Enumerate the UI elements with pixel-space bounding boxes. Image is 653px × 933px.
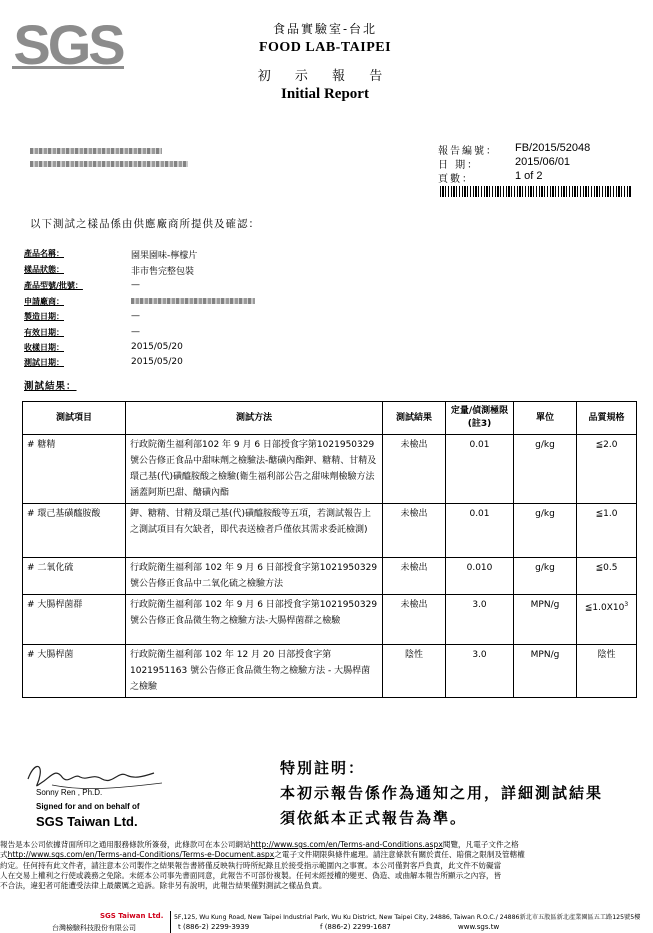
row-spec [577, 595, 637, 645]
special-note-line2: 須依紙本正式報告為準。 [280, 809, 468, 827]
terms-text: 約定。任何持有此文件者，請注意本公司製作之結果報告書將僅反映執行時所紀錄且於接受指示範圍內之事實。本公司僅對客戶負責，此文件不妨礙當 [0, 860, 502, 870]
row-item: # 環己基磺醯胺酸 [23, 504, 126, 558]
signer-name: Sonny Ren , Ph.D. [36, 788, 103, 797]
sample-info [24, 248, 624, 373]
applicant-label: 申請廠商： [24, 296, 64, 306]
spec-exponent: 3 [624, 601, 629, 608]
row-result: 陰性 [383, 645, 446, 698]
terms-text: 不合法，違犯者可能遭受法律上最嚴厲之追訴。除非另有說明，此報告結果僅對測試之樣品負責。 [0, 881, 327, 891]
terms-e-document-link[interactable]: http://www.sgs.com/en/Terms-and-Conditions/Terms-e-Document.aspx [7, 850, 275, 860]
special-note-line1: 本初示報告係作為通知之用，詳細測試結果 [280, 784, 604, 802]
row-spec: 陰性 [577, 645, 637, 698]
terms-text: 之電子文件期限與條件處理。請注意條款有關於責任、賠償之限制及管轄權 [274, 850, 525, 860]
mfg-date: — [131, 311, 140, 321]
row-result: 未檢出 [383, 558, 446, 595]
redacted-applicant [131, 298, 255, 304]
row-item: # 二氧化硫 [23, 558, 126, 595]
header-limit: 定量/偵測極限(註3) [446, 402, 514, 435]
product-name-label: 產品名稱： [24, 248, 64, 258]
batch-value: — [131, 280, 140, 290]
table-row [23, 645, 637, 698]
table-row [23, 595, 637, 645]
intro-text: 以下測試之樣品係由供應廠商所提供及確認： [30, 218, 260, 230]
row-item: # 大腸桿菌 [23, 645, 126, 698]
sample-state-label: 樣品狀態： [24, 264, 64, 274]
terms-text: 式 [0, 850, 8, 860]
row-method: 行政院衛生福利部 102 年 9 月 6 日部授食字第1021950329 號公告修正食品中二氧化硫之檢驗方法 [126, 558, 383, 595]
terms-text: 報告是本公司依據背面所印之通用服務條款所簽發，此條款可在本公司網站 [0, 840, 251, 849]
table-header-row [23, 402, 637, 435]
row-result: 未檢出 [383, 504, 446, 558]
date-label: 日 期： [438, 160, 480, 171]
footer-website[interactable]: www.sgs.tw [458, 923, 500, 931]
row-item: # 大腸桿菌群 [23, 595, 126, 645]
report-meta [438, 142, 638, 185]
lab-title-cn: 食品實驗室-台北 [272, 22, 378, 36]
header-item: 測試項目 [23, 402, 126, 435]
row-unit: g/kg [514, 558, 577, 595]
footer-divider [170, 911, 171, 933]
page-label: 頁數： [438, 174, 474, 185]
barcode [440, 186, 632, 197]
row-limit: 3.0 [446, 645, 514, 698]
header-unit: 單位 [514, 402, 577, 435]
row-method: 行政院衛生福利部102 年 9 月 6 日部授食字第1021950329 號公告修正食品中甜味劑之檢驗法-醣磺內酯鉀、糖精、甘精及環己基(代)磺醯胺酸之檢驗(衛生福利部公告之甜味劑檢驗方法涵蓋阿斯巴甜、醣磺內酯 [126, 435, 383, 504]
mfg-date-label: 製造日期： [24, 311, 64, 321]
row-limit: 0.01 [446, 504, 514, 558]
footer-fax: f (886-2) 2299-1687 [320, 923, 391, 931]
row-method: 鉀、糖精、甘精及環己基(代)磺醯胺酸等五項，若測試報告上之測試項目有欠缺者，即代表送檢者戶僅依其需求委託檢測) [126, 504, 383, 558]
receive-date: 2015/05/20 [131, 342, 183, 352]
header-method: 測試方法 [126, 402, 383, 435]
terms-text: 閱覽，凡電子文件之格 [442, 840, 519, 849]
row-spec: ≦1.0 [577, 504, 637, 558]
footer-company-en: SGS Taiwan Ltd. [100, 912, 164, 920]
footer-tel: t (886-2) 2299-3939 [178, 923, 250, 931]
test-date-label: 測試日期： [24, 357, 64, 367]
results-table [22, 401, 637, 698]
page-number: 1 of 2 [515, 170, 543, 182]
row-limit: 3.0 [446, 595, 514, 645]
results-title: 測試結果： [24, 381, 77, 392]
row-unit: g/kg [514, 435, 577, 504]
sample-state: 非市售完整包裝 [131, 267, 195, 277]
row-result: 未檢出 [383, 595, 446, 645]
row-unit: MPN/g [514, 595, 577, 645]
test-date: 2015/05/20 [131, 357, 183, 367]
footer-address: 5F,125, Wu Kung Road, New Taipei Industrial Park, Wu Ku District, New Taipei City, 24886, Taiwan R.O.C./ 24886新北市五股區新北產業園區五工路125號5樓 [174, 914, 641, 921]
redacted-client-address [30, 161, 188, 167]
row-unit: g/kg [514, 504, 577, 558]
terms-link[interactable]: http://www.sgs.com/en/Terms-and-Conditions.aspx [250, 840, 443, 849]
report-number: FB/2015/52048 [515, 142, 591, 154]
product-name: 園果園味-檸檬片 [131, 251, 198, 261]
row-unit: MPN/g [514, 645, 577, 698]
row-spec: ≦2.0 [577, 435, 637, 504]
exp-date: — [131, 327, 140, 337]
header-spec: 品質規格 [577, 402, 637, 435]
table-row [23, 558, 637, 595]
report-date: 2015/06/01 [515, 156, 571, 168]
report-number-label: 報告編號： [438, 146, 498, 157]
signed-on-behalf: Signed for and on behalf of [36, 802, 140, 811]
lab-title-en: FOOD LAB-TAIPEI [258, 40, 392, 55]
footer-company-cn: 台灣檢驗科技股份有限公司 [52, 924, 136, 932]
terms-text: 人在交易上權利之行使或義務之免除。未經本公司事先書面同意，此報告不可部份複製。任何未經授權的變更、偽造、或曲解本報告所顯示之內容，皆 [0, 870, 502, 880]
spec-value: ≦1.0X10 [584, 603, 625, 613]
special-note-title: 特別註明： [280, 759, 366, 777]
svg-text:SGS: SGS [13, 14, 123, 72]
report-title-en: Initial Report [281, 86, 369, 102]
row-limit: 0.010 [446, 558, 514, 595]
header-result: 測試結果 [383, 402, 446, 435]
batch-label: 產品型號/批號： [24, 280, 83, 290]
row-item: # 糖精 [23, 435, 126, 504]
signer-company: SGS Taiwan Ltd. [36, 814, 138, 829]
row-method: 行政院衛生福利部 102 年 12 月 20 日部授食字第1021951163 號公告修正食品微生物之檢驗方法 - 大腸桿菌之檢驗 [126, 645, 383, 698]
terms-fine-print [0, 840, 653, 891]
row-spec: ≦0.5 [577, 558, 637, 595]
redacted-client-name [30, 148, 162, 154]
row-method: 行政院衛生福利部 102 年 9 月 6 日部授食字第1021950329 號公告修正食品微生物之檢驗方法-大腸桿菌群之檢驗 [126, 595, 383, 645]
footer [0, 911, 653, 933]
report-title-cn: 初 示 報 告 [257, 69, 393, 84]
table-row [23, 435, 637, 504]
row-result: 未檢出 [383, 435, 446, 504]
receive-date-label: 收樣日期： [24, 342, 64, 352]
row-limit: 0.01 [446, 435, 514, 504]
exp-date-label: 有效日期： [24, 327, 64, 337]
sgs-logo [12, 14, 124, 72]
table-row [23, 504, 637, 558]
